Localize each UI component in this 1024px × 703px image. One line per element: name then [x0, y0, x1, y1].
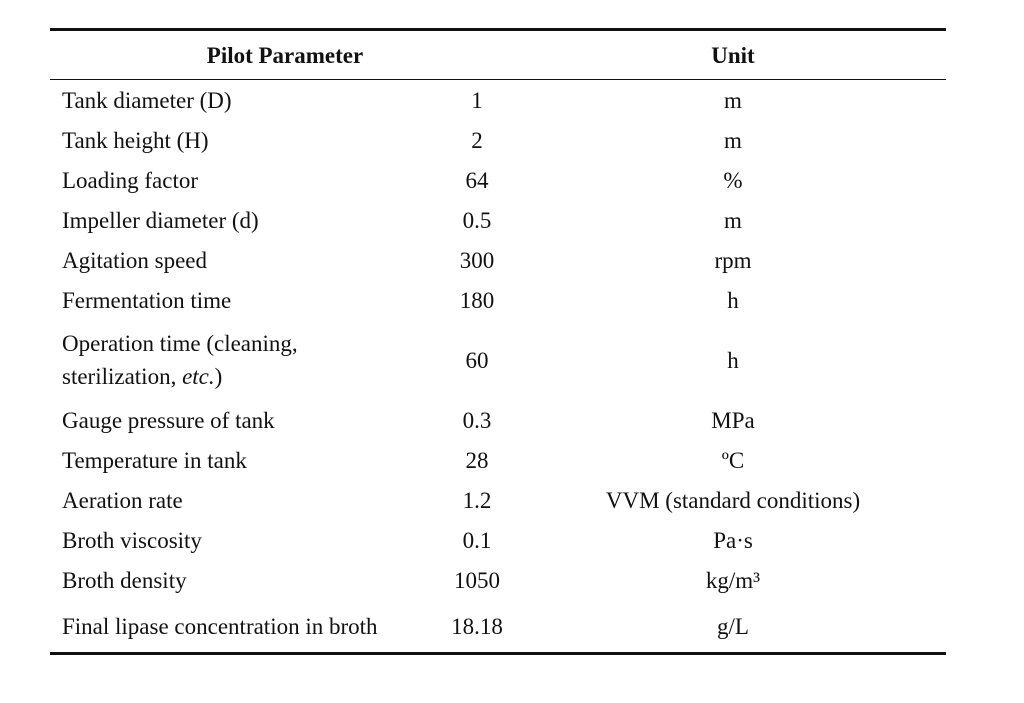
unit-cell: m	[724, 127, 742, 153]
table-header-row	[50, 31, 946, 79]
value-cell: 28	[465, 447, 489, 473]
table-row	[50, 520, 946, 560]
parameter-cell: Broth viscosity	[62, 527, 202, 553]
parameter-cell: Gauge pressure of tank	[62, 407, 275, 433]
parameter-cell: Loading factor	[62, 167, 199, 193]
parameter-cell: Aeration rate	[62, 487, 183, 513]
unit-cell: ºC	[721, 447, 745, 473]
parameter-line-2-em: etc.	[182, 364, 215, 389]
parameter-cell: Temperature in tank	[62, 447, 247, 473]
parameter-cell	[50, 327, 434, 393]
unit-cell: MPa	[711, 407, 755, 433]
table-row	[50, 160, 946, 200]
header-parameter: Pilot Parameter	[206, 42, 364, 68]
value-cell: 0.1	[462, 527, 492, 553]
table-row	[50, 320, 946, 400]
parameter-cell: Fermentation time	[62, 287, 232, 313]
value-cell: 2	[471, 127, 483, 153]
value-cell: 0.5	[462, 207, 492, 233]
value-cell: 1050	[454, 567, 500, 593]
parameter-cell: Tank diameter (D)	[62, 87, 232, 113]
value-cell: 64	[465, 167, 489, 193]
unit-cell: m	[724, 207, 742, 233]
parameter-cell: Impeller diameter (d)	[62, 207, 259, 233]
parameter-table	[50, 28, 946, 655]
table-row	[50, 80, 946, 120]
table-row	[50, 600, 946, 652]
parameter-cell: Broth density	[62, 567, 187, 593]
value-cell: 180	[459, 287, 495, 313]
value-cell: 1.2	[462, 487, 492, 513]
table-row	[50, 400, 946, 440]
unit-cell: kg/m³	[705, 567, 761, 593]
unit-cell: h	[727, 347, 739, 373]
unit-cell: h	[727, 287, 739, 313]
unit-cell: g/L	[717, 613, 749, 639]
value-cell: 60	[465, 347, 489, 373]
parameter-cell: Agitation speed	[62, 247, 207, 273]
header-unit: Unit	[711, 42, 755, 68]
table-row	[50, 200, 946, 240]
bottom-rule	[50, 652, 946, 655]
table-row	[50, 440, 946, 480]
table-row	[50, 120, 946, 160]
parameter-line-1: Operation time (cleaning,	[62, 331, 298, 356]
parameter-cell: Final lipase concentration in broth	[62, 613, 378, 639]
unit-cell: m	[724, 87, 742, 113]
unit-cell: Pa·s	[713, 527, 753, 553]
table-row	[50, 480, 946, 520]
table-row	[50, 240, 946, 280]
table-row	[50, 560, 946, 600]
value-cell: 1	[471, 87, 483, 113]
unit-cell: rpm	[714, 247, 752, 273]
value-cell: 300	[459, 247, 495, 273]
table-row	[50, 280, 946, 320]
parameter-line-2-post: )	[214, 364, 223, 389]
parameter-line-2-pre: sterilization,	[62, 364, 183, 389]
value-cell: 0.3	[462, 407, 492, 433]
unit-cell: VVM (standard conditions)	[605, 487, 861, 513]
unit-cell: %	[723, 167, 743, 193]
parameter-cell: Tank height (H)	[62, 127, 209, 153]
value-cell: 18.18	[451, 613, 503, 639]
